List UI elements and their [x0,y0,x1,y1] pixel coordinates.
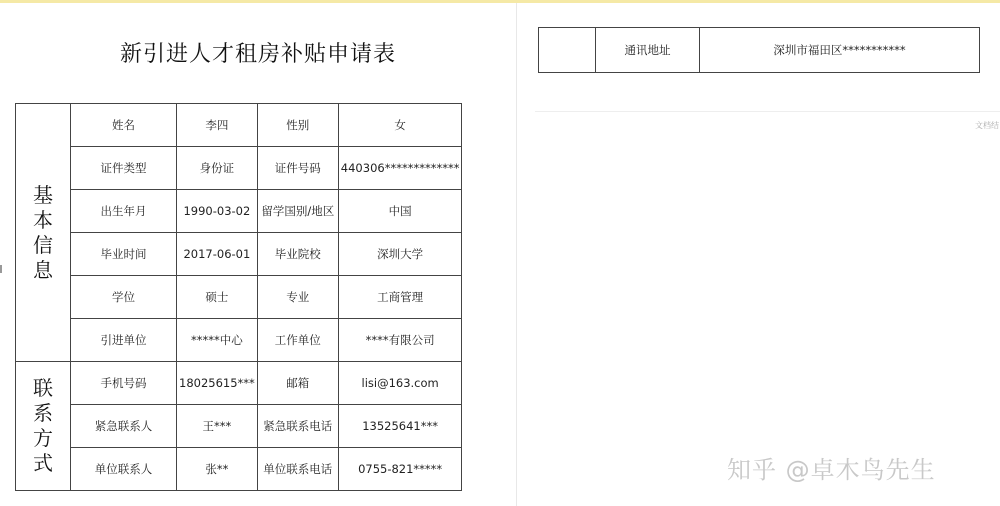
field-label: 毕业院校 [257,233,338,276]
field-label: 毕业时间 [71,233,177,276]
divider-line [535,111,1000,112]
field-label: 姓名 [71,104,177,147]
field-value: 女 [338,104,462,147]
application-form-table [15,103,462,491]
field-value: ****有限公司 [338,319,462,362]
field-label: 留学国别/地区 [257,190,338,233]
table-row [16,276,462,319]
field-label: 邮箱 [257,362,338,405]
field-label: 证件号码 [257,147,338,190]
field-label: 出生年月 [71,190,177,233]
field-label: 工作单位 [257,319,338,362]
field-value: 13525641*** [338,405,462,448]
field-value: 深圳大学 [338,233,462,276]
field-value: lisi@163.com [338,362,462,405]
table-row [16,233,462,276]
page-edge-marker [0,265,2,273]
document-page-right [517,3,1000,506]
table-row [16,405,462,448]
field-label: 手机号码 [71,362,177,405]
table-row [16,104,462,147]
field-label: 紧急联系电话 [257,405,338,448]
table-row [16,448,462,491]
field-value: 硕士 [177,276,258,319]
field-value: 440306************* [338,147,462,190]
field-value: 中国 [338,190,462,233]
field-value: 身份证 [177,147,258,190]
field-label: 学位 [71,276,177,319]
field-value: 1990-03-02 [177,190,258,233]
field-label: 单位联系人 [71,448,177,491]
section-label-contact: 联 系 方 式 [16,362,71,491]
field-value: *****中心 [177,319,258,362]
field-value: 张** [177,448,258,491]
field-label: 通讯地址 [596,28,700,73]
side-note: 文档结 [975,121,999,130]
field-value: 深圳市福田区*********** [700,28,980,73]
field-label: 专业 [257,276,338,319]
empty-cell [539,28,596,73]
field-label: 性别 [257,104,338,147]
table-row [16,319,462,362]
field-value: 2017-06-01 [177,233,258,276]
field-value: 李四 [177,104,258,147]
continuation-table [538,27,980,73]
field-label: 引进单位 [71,319,177,362]
field-label: 证件类型 [71,147,177,190]
watermark: 知乎 @卓木鸟先生 [727,456,936,484]
table-row [539,28,980,73]
field-label: 单位联系电话 [257,448,338,491]
field-value: 0755-821***** [338,448,462,491]
field-value: 工商管理 [338,276,462,319]
section-label-basic-info: 基 本 信 息 [16,104,71,362]
table-row [16,190,462,233]
table-row [16,362,462,405]
field-label: 紧急联系人 [71,405,177,448]
document-page-left [0,3,516,506]
field-value: 王*** [177,405,258,448]
page-title: 新引进人才租房补贴申请表 [119,42,396,67]
field-value: 18025615*** [177,362,258,405]
table-row [16,147,462,190]
